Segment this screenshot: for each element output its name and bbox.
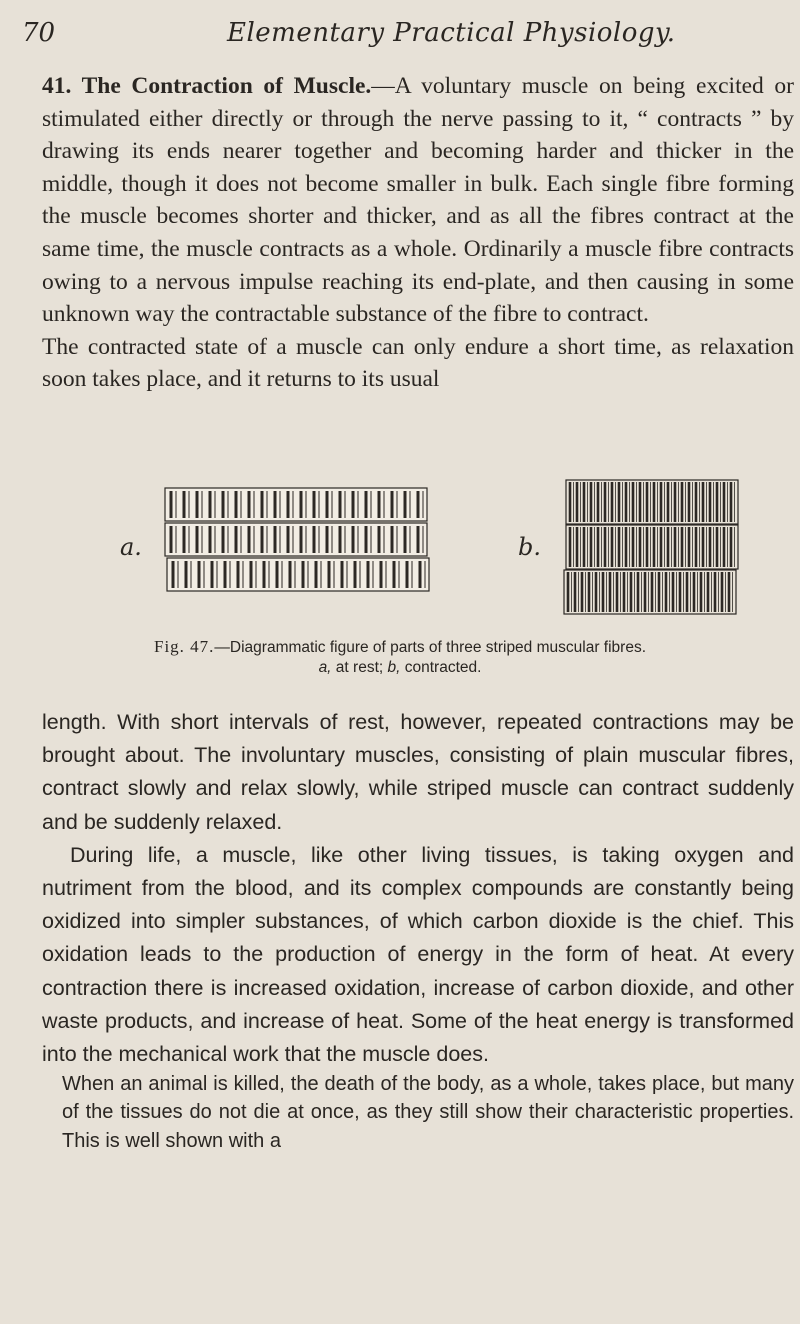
caption-fig-number: Fig. 47. — [153, 637, 215, 656]
section-text-middle — [42, 706, 794, 1071]
section-text-bottom — [62, 1070, 794, 1155]
paragraph-1-body: —A voluntary muscle on being excited or stimulated either directly or through the nerve passing to it, “ contracts ” by drawing its ends nearer together and becoming harder and thicker in the middle, though it does not become smaller in bulk. Each single fibre forming the muscle becomes shorter and thicker, and as all the fibres contract at the same time, the muscle contracts as a whole. Ordinarily a muscle fibre contracts owing to a nervous impulse reaching its end-plate, and then causing in some unknown way the contractable substance of the fibre to contract. — [42, 73, 794, 328]
caption-a: a, — [318, 659, 332, 676]
section-text-top — [42, 70, 794, 396]
fibre-band — [167, 558, 429, 591]
section-heading: 41. The Contraction of Muscle. — [42, 73, 372, 99]
fibre-band — [165, 523, 427, 556]
page-header — [22, 18, 770, 58]
caption-text: —Diagrammatic figure of parts of three striped muscular fibres. — [214, 639, 646, 656]
caption-line-2 — [0, 658, 800, 678]
paragraph-1 — [42, 70, 794, 331]
figure-label-a: a. — [120, 533, 142, 561]
caption-mid: at rest; — [331, 659, 388, 676]
paragraph-3: During life, a muscle, like other living tissues, is taking oxygen and nutriment from the blood, and its complex compounds are constantly being oxidized into simpler substances, of which carbon dioxide is the chief. This oxidation leads to the production of energy in the form of heat. At every contraction there is increased oxidation, increase of carbon dioxide, and other waste products, and increase of heat. Some of the heat energy is transformed into the mechanical work that the muscle does. — [42, 842, 794, 1067]
figure-47 — [0, 470, 800, 690]
paragraph-2-start: The contracted state of a muscle can only endure a short time, as relaxation soon takes place, and it returns to its usual — [42, 333, 794, 393]
caption-end: contracted. — [400, 659, 482, 676]
muscle-fibre-diagram — [0, 470, 800, 630]
fibre-band — [165, 488, 427, 521]
page-number: 70 — [22, 18, 56, 48]
caption-line-1 — [0, 637, 800, 658]
caption-b: b, — [387, 659, 401, 676]
paragraph-4: When an animal is killed, the death of the body, as a whole, takes place, but many of the tissues do not die at once, as they still show their characteristic properties. This is well shown with a — [62, 1073, 794, 1152]
fibres-at-rest — [165, 488, 429, 591]
running-title: Elementary Practical Physiology. — [227, 18, 676, 48]
fibres-contracted — [564, 480, 738, 614]
figure-label-b: b. — [518, 533, 541, 561]
paragraph-2-continued: length. With short intervals of rest, however, repeated contractions may be brought about. The involuntary muscles, consisting of plain muscular fibres, contract slowly and relax slowly, while striped muscle can contract suddenly and be suddenly relaxed. — [42, 710, 794, 834]
figure-caption — [0, 637, 800, 678]
